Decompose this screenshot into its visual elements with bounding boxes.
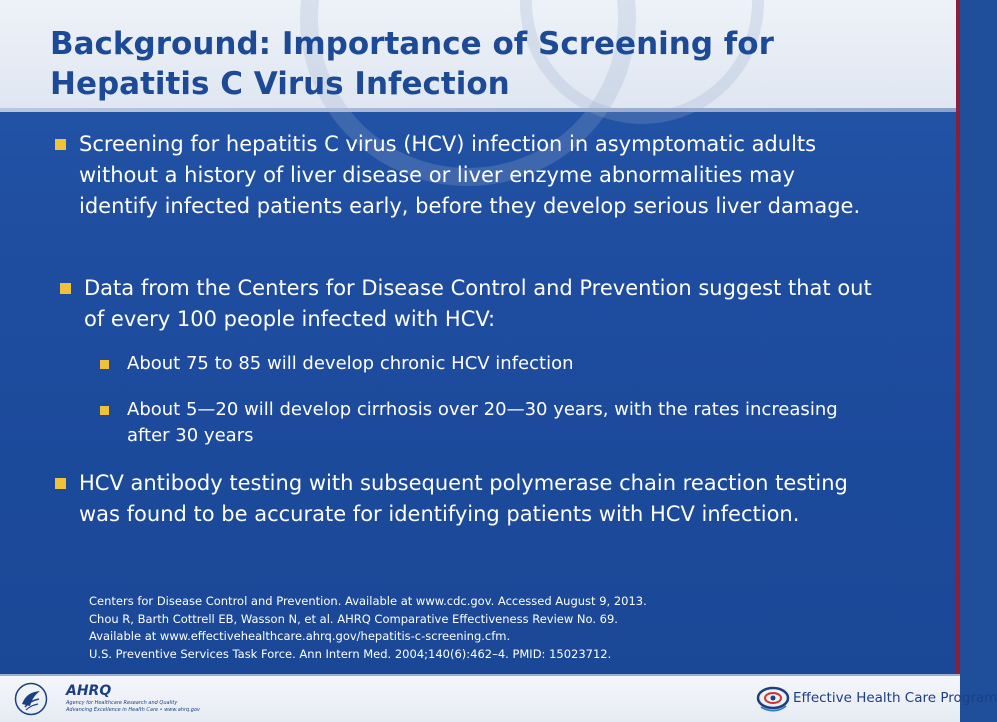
effective-health-care-swirl-icon: [755, 679, 791, 715]
bullet-item-cdc-data: [60, 273, 890, 335]
references: [89, 593, 869, 663]
sub-bullet-cirrhosis: [100, 397, 880, 449]
bullet-item-screening: [55, 129, 865, 222]
title-band: [0, 0, 960, 112]
square-bullet-icon: [100, 360, 109, 369]
ahrq-tagline: Agency for Healthcare Research and Quality: [66, 700, 178, 706]
right-accent-edge: [956, 0, 960, 720]
footer: [0, 674, 997, 722]
bullet-text: Data from the Centers for Disease Control and Prevention suggest that out of every 100 people infected with HCV:: [84, 276, 872, 331]
reference-line: Centers for Disease Control and Prevention. Available at www.cdc.gov. Accessed August 9, 2013.: [89, 594, 647, 608]
bullet-text: Screening for hepatitis C virus (HCV) infection in asymptomatic adults without a history of liver disease or liver enzyme abnormalities may identify infected patients early, before they develop serious liver damage.: [79, 132, 861, 218]
program-name: Effective Health Care Program: [793, 690, 997, 706]
square-bullet-icon: [60, 283, 71, 294]
slide-title: Background: Importance of Screening for Hepatitis C Virus Infection: [50, 26, 774, 102]
ahrq-wordmark: AHRQ: [66, 683, 112, 699]
square-bullet-icon: [55, 139, 66, 150]
sub-bullet-chronic: [100, 351, 880, 377]
sub-bullet-text: About 75 to 85 will develop chronic HCV infection: [127, 353, 574, 374]
reference-line: U.S. Preventive Services Task Force. Ann Intern Med. 2004;140(6):462–4. PMID: 15023712.: [89, 646, 612, 661]
square-bullet-icon: [55, 478, 66, 489]
bullet-text: HCV antibody testing with subsequent polymerase chain reaction testing was found to be accurate for identifying patients with HCV infection.: [79, 471, 848, 526]
hhs-eagle-seal-icon: [14, 682, 48, 716]
bullet-item-antibody-testing: [55, 468, 885, 530]
ahrq-logo: [60, 683, 200, 715]
reference-line: Available at www.effectivehealthcare.ahrq.gov/hepatitis-c-screening.cfm.: [89, 629, 511, 643]
sub-bullet-text: About 5—20 will develop cirrhosis over 20—30 years, with the rates increasing after 30 years: [127, 399, 838, 446]
square-bullet-icon: [100, 406, 109, 415]
ahrq-tagline-url: Advancing Excellence in Health Care • www.ahrq.gov: [66, 707, 200, 713]
title-rule: [0, 108, 960, 112]
reference-line: Chou R, Barth Cottrell EB, Wasson N, et al. AHRQ Comparative Effectiveness Review No. 69.: [89, 611, 618, 626]
